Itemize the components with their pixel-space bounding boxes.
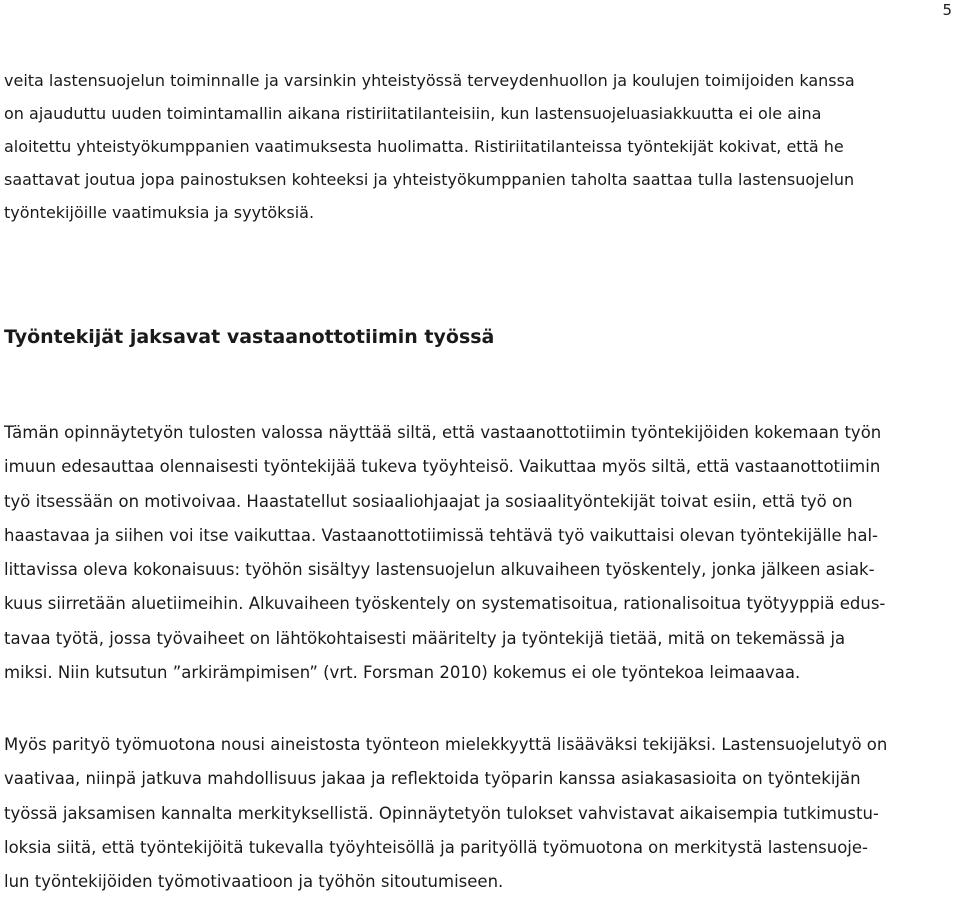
paragraph-line: lun työntekijöiden työmotivaatioon ja työhön sitoutumiseen. — [4, 872, 504, 892]
paragraph-line: vaativaa, niinpä jatkuva mahdollisuus jakaa ja reflektoida työparin kanssa asiakasasioita on työntekijän — [4, 769, 861, 789]
paragraph-1 — [4, 64, 956, 229]
paragraph-line: työntekijöille vaatimuksia ja syytöksiä. — [4, 203, 315, 222]
paragraph-line: kuus siirretään aluetiimeihin. Alkuvaiheen työskentely on systematisoitua, rationalisoitua työtyyppiä edus- — [4, 594, 886, 614]
paragraph-line: on ajauduttu uuden toimintamallin aikana ristiriitatilanteisiin, kun lastensuojeluasiakkuutta ei ole aina — [4, 104, 822, 123]
paragraph-line: aloitettu yhteistyökumppanien vaatimuksesta huolimatta. Ristiriitatilanteissa työntekijät kokivat, että he — [4, 137, 844, 156]
section-heading: Työntekijät jaksavat vastaanottotiimin työssä — [4, 326, 495, 348]
paragraph-line: imuun edesauttaa olennaisesti työntekijää tukeva työyhteisö. Vaikuttaa myös siltä, että vastaanottotiimin — [4, 457, 881, 477]
paragraph-line: Tämän opinnäytetyön tulosten valossa näyttää siltä, että vastaanottotiimin työntekijöiden kokemaan työn — [4, 423, 882, 442]
paragraph-line: haastavaa ja siihen voi itse vaikuttaa. Vastaanottotiimissä tehtävä työ vaikuttaisi olevan työntekijälle hal- — [4, 525, 878, 545]
paragraph-2 — [4, 416, 956, 690]
paragraph-line: Myös parityö työmuotona nousi aineistosta työnteon mielekkyyttä lisääväksi tekijäksi. Lastensuojelutyö on — [4, 735, 888, 754]
paragraph-line: loksia siitä, että työntekijöitä tukevalla työyhteisöllä ja parityöllä työmuotona on merkitystä lastensuoje- — [4, 837, 868, 857]
paragraph-3 — [4, 728, 956, 899]
paragraph-line: työssä jaksamisen kannalta merkityksellistä. Opinnäytetyön tulokset vahvistavat aikaisempia tutkimustu- — [4, 803, 879, 823]
paragraph-line: veita lastensuojelun toiminnalle ja varsinkin yhteistyössä terveydenhuollon ja koulujen toimijoiden kanssa — [4, 71, 855, 90]
paragraph-line: saattavat joutua jopa painostuksen kohteeksi ja yhteistyökumppanien taholta saattaa tulla lastensuojelun — [4, 170, 855, 189]
paragraph-line: littavissa oleva kokonaisuus: työhön sisältyy lastensuojelun alkuvaiheen työskentely, jonka jälkeen asiak- — [4, 560, 875, 580]
paragraph-line: miksi. Niin kutsutun ”arkirämpimisen” (vrt. Forsman 2010) kokemus ei ole työntekoa leimaavaa. — [4, 663, 801, 683]
paragraph-line: tavaa työtä, jossa työvaiheet on lähtökohtaisesti määritelty ja työntekijä tietää, mitä on tekemässä ja — [4, 628, 846, 648]
paragraph-line: työ itsessään on motivoivaa. Haastatellut sosiaaliohjaajat ja sosiaalityöntekijät toivat esiin, että työ on — [4, 491, 853, 511]
page-number: 5 — [942, 1, 952, 19]
